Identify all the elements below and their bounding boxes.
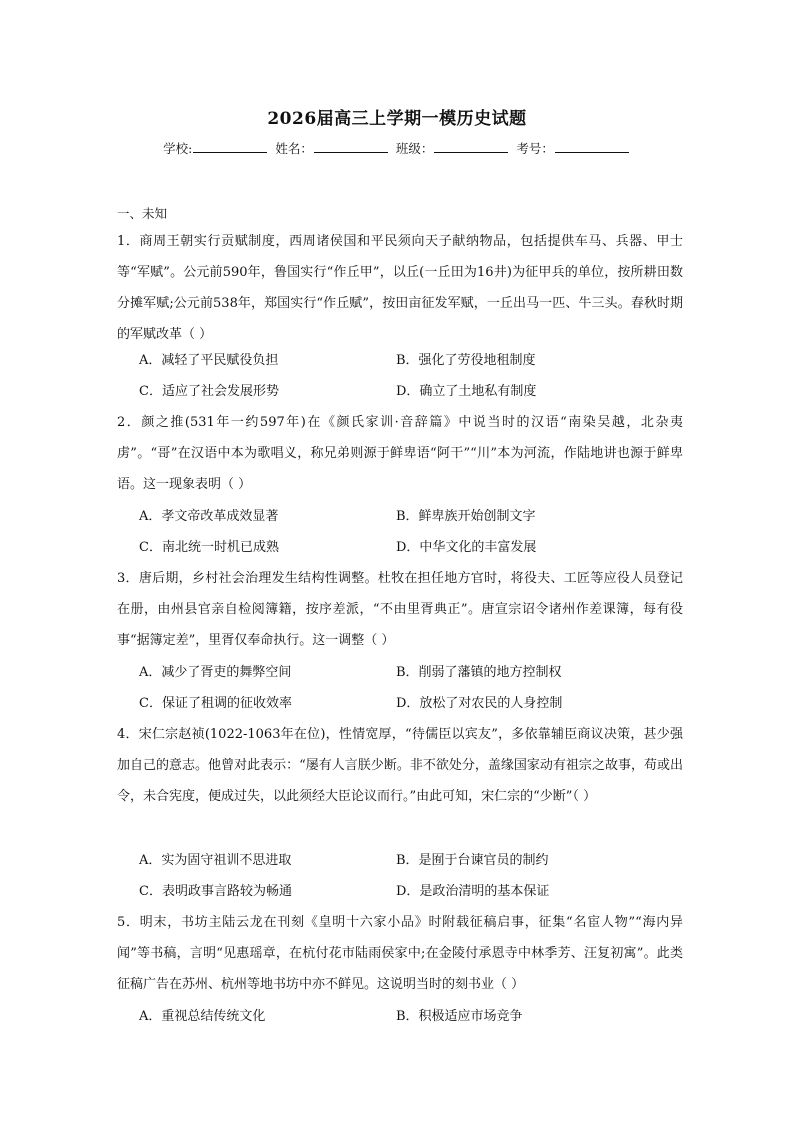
name-blank[interactable] <box>314 140 388 153</box>
name-label: 姓名： <box>275 141 313 156</box>
exam-number-label: 考号： <box>516 141 554 156</box>
option-c[interactable]: C．南北统一时机已成熟 <box>139 540 279 555</box>
option-c[interactable]: C．保证了租调的征收效率 <box>139 696 292 711</box>
student-info-line <box>0 139 794 157</box>
option-a[interactable]: A．减少了胥吏的舞弊空间 <box>139 665 292 680</box>
option-b[interactable]: B．是囿于台谏官员的制约 <box>396 853 549 868</box>
option-b[interactable]: B．强化了劳役地租制度 <box>396 353 536 368</box>
class-blank[interactable] <box>434 140 508 153</box>
option-d[interactable]: D．中华文化的丰富发展 <box>396 540 537 555</box>
option-d[interactable]: D．确立了土地私有制度 <box>396 384 537 399</box>
page-title: 2026届高三上学期一模历史试题 <box>267 109 527 129</box>
question-stem: 3．唐后期，乡村社会治理发生结构性调整。杜牧在担任地方官时，将役夫、工匠等应役人员登记在册，由州县官亲自检阅簿籍，按序差派，“不由里胥典正”。唐宣宗诏令诸州作差课簿，每有役事“据簿定差”，里胥仅奉命执行。这一调整（ ） <box>117 571 683 648</box>
option-b[interactable]: B．削弱了藩镇的地方控制权 <box>396 665 562 680</box>
question-stem: 5．明末，书坊主陆云龙在刊刻《皇明十六家小品》时附载征稿启事，征集“名宦人物”“海内异闻”等书稿，言明“见惠瑶章，在杭付花市陆雨侯家中;在金陵付承恩寺中林季芳、汪复初寓”。此类征稿广告在苏州、杭州等地书坊中亦不鲜见。这说明当时的刻书业（ ） <box>117 915 683 992</box>
question-stem: 1．商周王朝实行贡赋制度，西周诸侯国和平民须向天子献纳物品，包括提供车马、兵器、甲士等“军赋”。公元前590年，鲁国实行“作丘甲”，以丘(一丘田为16井)为征甲兵的单位，按所耕田数分摊军赋;公元前538年，郑国实行“作丘赋”，按田亩征发军赋，一丘出马一匹、牛三头。春秋时期的军赋改革（ ） <box>117 234 683 342</box>
option-d[interactable]: D．放松了对农民的人身控制 <box>396 696 563 711</box>
school-label: 学校: <box>163 141 193 156</box>
option-d[interactable]: D．是政治清明的基本保证 <box>396 884 550 899</box>
exam-number-blank[interactable] <box>555 140 629 153</box>
option-a[interactable]: A．实为固守祖训不思进取 <box>139 853 292 868</box>
option-b[interactable]: B．积极适应市场竞争 <box>396 1009 523 1024</box>
section-heading: 一、未知 <box>117 206 168 221</box>
option-c[interactable]: C．表明政事言路较为畅通 <box>139 884 292 899</box>
option-c[interactable]: C．适应了社会发展形势 <box>139 384 279 399</box>
class-label: 班级： <box>395 141 434 156</box>
option-a[interactable]: A．减轻了平民赋役负担 <box>139 353 279 368</box>
option-a[interactable]: A．孝文帝改革成效显著 <box>139 509 279 524</box>
question-stem: 2．颜之推(531年一约597年)在《颜氏家训·音辞篇》中说当时的汉语“南染吴越，北杂夷虏”。“哥”在汉语中本为歌唱义，称兄弟则源于鲜卑语“阿干”“川”本为河流，作陆地讲也源于鲜卑语。这一现象表明（ ） <box>117 415 683 492</box>
question-stem: 4．宋仁宗赵祯(1022-1063年在位)，性情宽厚，“待儒臣以宾友”，多依靠辅臣商议决策，甚少强加自己的意志。他曾对此表示：“屡有人言朕少断。非不欲处分，盖缘国家动有祖宗之故事，苟或出令，未合宪度，便成过失，以此须经大臣论议而行。”由此可知，宋仁宗的“少断”（ ） <box>117 727 683 804</box>
option-a[interactable]: A．重视总结传统文化 <box>139 1009 266 1024</box>
option-b[interactable]: B．鲜卑族开始创制文字 <box>396 509 536 524</box>
school-blank[interactable] <box>193 140 267 153</box>
